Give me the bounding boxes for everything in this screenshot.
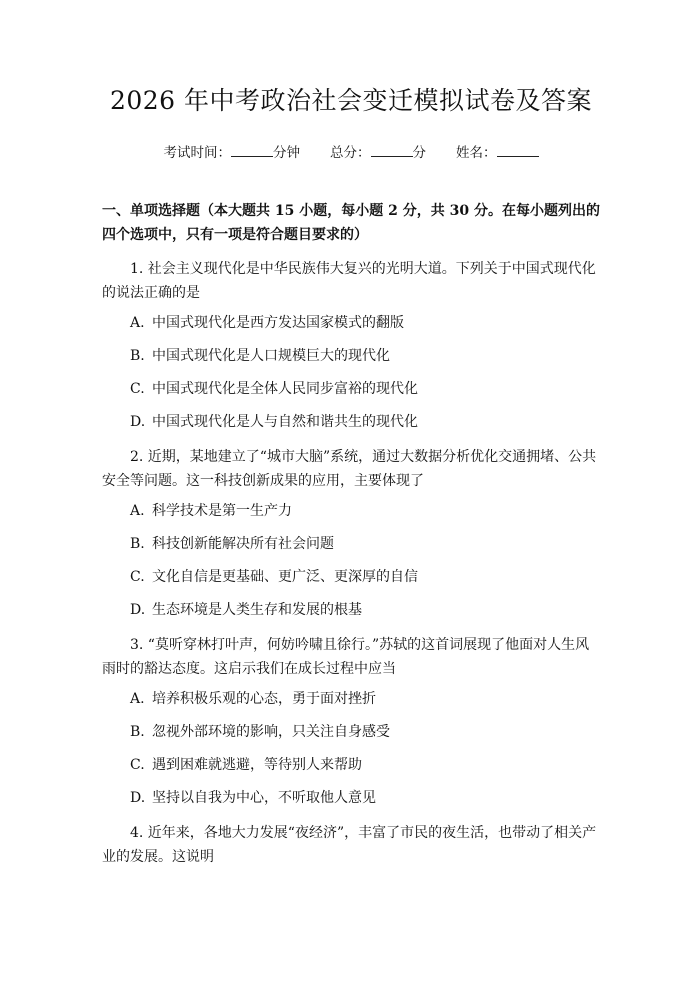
- total-score-unit: 分: [412, 145, 426, 161]
- answer-option: [102, 346, 600, 366]
- total-score-label: 总分：: [330, 145, 371, 161]
- option-letter: C.: [130, 381, 145, 397]
- option-text: 遇到困难就逃避，等待别人来帮助: [152, 757, 362, 773]
- option-letter: D.: [130, 414, 146, 430]
- option-letter: A.: [130, 315, 145, 331]
- page-title: 2026 年中考政治社会变迁模拟试卷及答案: [109, 86, 593, 115]
- answer-option: [102, 379, 600, 399]
- option-letter: A.: [130, 691, 145, 707]
- exam-time-unit: 分钟: [273, 145, 300, 161]
- option-text: 中国式现代化是人口规模巨大的现代化: [152, 348, 390, 364]
- option-letter: D.: [130, 790, 146, 806]
- answer-option: [102, 567, 600, 587]
- student-name-label: 姓名：: [456, 145, 497, 161]
- question-stem: 1. 社会主义现代化是中华民族伟大复兴的光明大道。下列关于中国式现代化的说法正确的是: [102, 261, 596, 301]
- section-heading: 一、单项选择题（本大题共 15 小题，每小题 2 分，共 30 分。在每小题列出的四个选项中，只有一项是符合题目要求的）: [102, 203, 600, 243]
- question-stem: 3. “莫听穿林打叶声，何妨吟啸且徐行。”苏轼的这首词展现了他面对人生风雨时的豁达态度。这启示我们在成长过程中应当: [102, 637, 590, 677]
- exam-info-bar: [102, 142, 600, 163]
- option-letter: A.: [130, 503, 145, 519]
- option-list: [102, 501, 600, 620]
- option-list: [102, 689, 600, 808]
- answer-option: [102, 600, 600, 620]
- option-text: 培养积极乐观的心态，勇于面对挫折: [152, 691, 376, 707]
- exam-time-label: 考试时间：: [163, 145, 231, 161]
- exam-time-blank: [231, 142, 273, 157]
- student-name-field: [456, 142, 539, 163]
- answer-option: [102, 722, 600, 742]
- exam-page: [0, 86, 700, 991]
- option-text: 中国式现代化是全体人民同步富裕的现代化: [152, 381, 418, 397]
- option-text: 科技创新能解决所有社会问题: [152, 536, 334, 552]
- option-text: 生态环境是人类生存和发展的根基: [152, 602, 362, 618]
- total-score-field: [330, 142, 426, 163]
- total-score-blank: [371, 142, 413, 157]
- option-text: 坚持以自我为中心，不听取他人意见: [152, 790, 376, 806]
- option-letter: C.: [130, 757, 145, 773]
- answer-option: [102, 534, 600, 554]
- option-text: 忽视外部环境的影响，只关注自身感受: [152, 724, 390, 740]
- option-letter: B.: [130, 724, 145, 740]
- question-stem: 4. 近年来，各地大力发展“夜经济”，丰富了市民的夜生活，也带动了相关产业的发展。这说明: [102, 825, 597, 865]
- option-letter: C.: [130, 569, 145, 585]
- answer-option: [102, 689, 600, 709]
- option-letter: B.: [130, 348, 145, 364]
- option-text: 文化自信是更基础、更广泛、更深厚的自信: [152, 569, 418, 585]
- answer-option: [102, 755, 600, 775]
- answer-option: [102, 412, 600, 432]
- option-text: 科学技术是第一生产力: [152, 503, 292, 519]
- answer-option: [102, 313, 600, 333]
- option-letter: B.: [130, 536, 145, 552]
- option-letter: D.: [130, 602, 146, 618]
- option-text: 中国式现代化是西方发达国家模式的翻版: [152, 315, 404, 331]
- option-text: 中国式现代化是人与自然和谐共生的现代化: [152, 414, 418, 430]
- student-name-blank: [497, 142, 539, 157]
- question-stem: 2. 近期，某地建立了“城市大脑”系统，通过大数据分析优化交通拥堵、公共安全等问题。这一科技创新成果的应用，主要体现了: [102, 449, 597, 489]
- option-list: [102, 313, 600, 432]
- exam-time-field: [164, 142, 301, 163]
- answer-option: [102, 788, 600, 808]
- question-list: [102, 257, 600, 869]
- answer-option: [102, 501, 600, 521]
